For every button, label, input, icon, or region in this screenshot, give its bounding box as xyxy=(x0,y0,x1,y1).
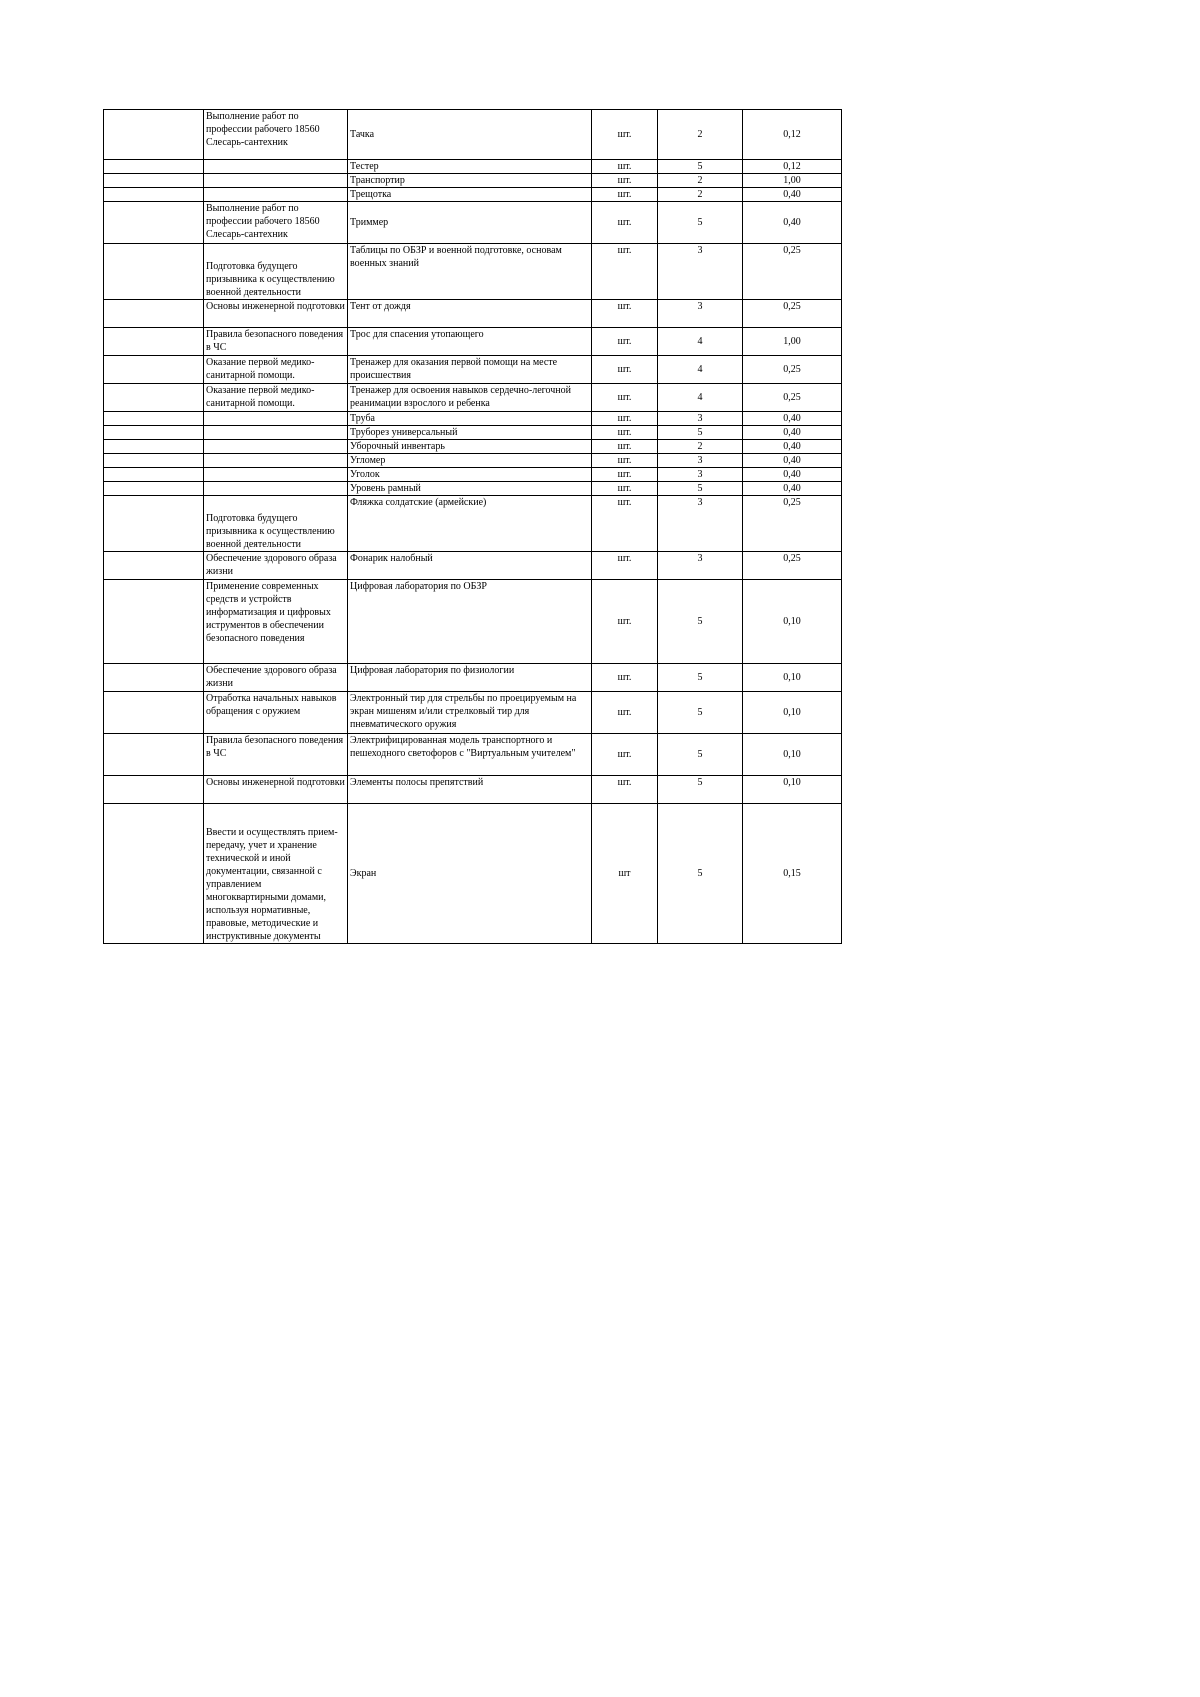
quantity-cell: 2 xyxy=(658,440,743,454)
equipment-table xyxy=(103,109,842,944)
row-number-cell xyxy=(104,174,204,188)
competence-cell: Обеспечение здорового образа жизни xyxy=(204,552,348,580)
competence-cell xyxy=(204,468,348,482)
row-number-cell xyxy=(104,580,204,664)
quantity-cell: 3 xyxy=(658,244,743,300)
coefficient-cell: 0,25 xyxy=(743,496,842,552)
table-body xyxy=(104,110,842,944)
row-number-cell xyxy=(104,804,204,944)
quantity-cell: 3 xyxy=(658,454,743,468)
row-number-cell xyxy=(104,356,204,384)
coefficient-cell: 0,40 xyxy=(743,412,842,426)
coefficient-cell: 0,40 xyxy=(743,454,842,468)
quantity-cell: 5 xyxy=(658,202,743,244)
quantity-cell: 3 xyxy=(658,468,743,482)
table-row xyxy=(104,664,842,692)
unit-cell: шт. xyxy=(592,174,658,188)
row-number-cell xyxy=(104,110,204,160)
unit-cell: шт. xyxy=(592,426,658,440)
table-row xyxy=(104,244,842,300)
coefficient-cell: 0,25 xyxy=(743,552,842,580)
coefficient-cell: 0,25 xyxy=(743,244,842,300)
row-number-cell xyxy=(104,664,204,692)
competence-cell: Правила безопасного поведения в ЧС xyxy=(204,328,348,356)
quantity-cell: 2 xyxy=(658,174,743,188)
item-name-cell: Уровень рамный xyxy=(348,482,592,496)
table-row xyxy=(104,174,842,188)
item-name-cell: Цифровая лаборатория по ОБЗР xyxy=(348,580,592,664)
table-row xyxy=(104,356,842,384)
unit-cell: шт. xyxy=(592,160,658,174)
coefficient-cell: 0,10 xyxy=(743,692,842,734)
competence-cell xyxy=(204,160,348,174)
quantity-cell: 2 xyxy=(658,110,743,160)
item-name-cell: Триммер xyxy=(348,202,592,244)
item-name-cell: Трос для спасения утопающего xyxy=(348,328,592,356)
competence-cell: Подготовка будущего призывника к осуществлению военной деятельности xyxy=(204,496,348,552)
quantity-cell: 3 xyxy=(658,496,743,552)
item-name-cell: Уголок xyxy=(348,468,592,482)
table-row xyxy=(104,328,842,356)
table-row xyxy=(104,300,842,328)
unit-cell: шт. xyxy=(592,580,658,664)
row-number-cell xyxy=(104,776,204,804)
item-name-cell: Таблицы по ОБЗР и военной подготовке, основам военных знаний xyxy=(348,244,592,300)
coefficient-cell: 0,10 xyxy=(743,580,842,664)
unit-cell: шт. xyxy=(592,454,658,468)
item-name-cell: Трещотка xyxy=(348,188,592,202)
table-row xyxy=(104,580,842,664)
item-name-cell: Труборез универсальный xyxy=(348,426,592,440)
item-name-cell: Тестер xyxy=(348,160,592,174)
competence-cell xyxy=(204,454,348,468)
unit-cell: шт. xyxy=(592,440,658,454)
coefficient-cell: 0,10 xyxy=(743,734,842,776)
table-row xyxy=(104,202,842,244)
row-number-cell xyxy=(104,384,204,412)
unit-cell: шт. xyxy=(592,356,658,384)
quantity-cell: 3 xyxy=(658,412,743,426)
competence-cell xyxy=(204,482,348,496)
row-number-cell xyxy=(104,454,204,468)
competence-cell xyxy=(204,412,348,426)
competence-cell: Обеспечение здорового образа жизни xyxy=(204,664,348,692)
table-row xyxy=(104,482,842,496)
unit-cell: шт. xyxy=(592,300,658,328)
row-number-cell xyxy=(104,426,204,440)
row-number-cell xyxy=(104,300,204,328)
row-number-cell xyxy=(104,328,204,356)
table-row xyxy=(104,412,842,426)
unit-cell: шт. xyxy=(592,244,658,300)
row-number-cell xyxy=(104,482,204,496)
row-number-cell xyxy=(104,552,204,580)
item-name-cell: Угломер xyxy=(348,454,592,468)
competence-cell: Основы инженерной подготовки xyxy=(204,300,348,328)
unit-cell: шт. xyxy=(592,552,658,580)
table-row xyxy=(104,776,842,804)
item-name-cell: Транспортир xyxy=(348,174,592,188)
table-row xyxy=(104,804,842,944)
unit-cell: шт. xyxy=(592,384,658,412)
table-row xyxy=(104,440,842,454)
row-number-cell xyxy=(104,188,204,202)
coefficient-cell: 0,40 xyxy=(743,188,842,202)
coefficient-cell: 0,40 xyxy=(743,468,842,482)
quantity-cell: 5 xyxy=(658,734,743,776)
unit-cell: шт. xyxy=(592,328,658,356)
competence-cell: Ввести и осуществлять прием-передачу, учет и хранение технической и иной документации, связанной с управлением многоквартирными домами, используя нормативные, правовые, методические и инструктивные документы xyxy=(204,804,348,944)
unit-cell: шт. xyxy=(592,692,658,734)
coefficient-cell: 0,40 xyxy=(743,426,842,440)
coefficient-cell: 0,12 xyxy=(743,110,842,160)
competence-cell: Оказание первой медико-санитарной помощи. xyxy=(204,384,348,412)
quantity-cell: 5 xyxy=(658,692,743,734)
unit-cell: шт. xyxy=(592,188,658,202)
row-number-cell xyxy=(104,160,204,174)
quantity-cell: 4 xyxy=(658,356,743,384)
row-number-cell xyxy=(104,496,204,552)
coefficient-cell: 0,25 xyxy=(743,384,842,412)
unit-cell: шт. xyxy=(592,202,658,244)
unit-cell: шт. xyxy=(592,468,658,482)
quantity-cell: 5 xyxy=(658,804,743,944)
coefficient-cell: 0,40 xyxy=(743,482,842,496)
quantity-cell: 4 xyxy=(658,384,743,412)
coefficient-cell: 0,25 xyxy=(743,300,842,328)
table-row xyxy=(104,468,842,482)
quantity-cell: 4 xyxy=(658,328,743,356)
coefficient-cell: 0,25 xyxy=(743,356,842,384)
quantity-cell: 2 xyxy=(658,188,743,202)
competence-cell: Оказание первой медико-санитарной помощи. xyxy=(204,356,348,384)
item-name-cell: Электрифицированная модель транспортного и пешеходного светофоров с "Виртуальным учителем" xyxy=(348,734,592,776)
competence-cell: Применение современных средств и устройств информатизация и цифровых иструментов в обеспечении безопасного поведения xyxy=(204,580,348,664)
table-row xyxy=(104,188,842,202)
table-row xyxy=(104,692,842,734)
quantity-cell: 3 xyxy=(658,300,743,328)
competence-cell xyxy=(204,440,348,454)
coefficient-cell: 0,40 xyxy=(743,440,842,454)
quantity-cell: 5 xyxy=(658,776,743,804)
competence-cell: Правила безопасного поведения в ЧС xyxy=(204,734,348,776)
item-name-cell: Электронный тир для стрельбы по проецируемым на экран мишеням и/или стрелковый тир для пневматического оружия xyxy=(348,692,592,734)
quantity-cell: 5 xyxy=(658,160,743,174)
row-number-cell xyxy=(104,468,204,482)
quantity-cell: 5 xyxy=(658,664,743,692)
item-name-cell: Труба xyxy=(348,412,592,426)
unit-cell: шт. xyxy=(592,412,658,426)
item-name-cell: Тренажер для оказания первой помощи на месте происшествия xyxy=(348,356,592,384)
competence-cell: Отработка начальных навыков обращения с оружием xyxy=(204,692,348,734)
competence-cell xyxy=(204,426,348,440)
competence-cell: Выполнение работ по профессии рабочего 18560 Слесарь-сантехник xyxy=(204,202,348,244)
unit-cell: шт. xyxy=(592,734,658,776)
table-row xyxy=(104,454,842,468)
coefficient-cell: 0,10 xyxy=(743,664,842,692)
item-name-cell: Тачка xyxy=(348,110,592,160)
coefficient-cell: 0,12 xyxy=(743,160,842,174)
coefficient-cell: 0,40 xyxy=(743,202,842,244)
row-number-cell xyxy=(104,202,204,244)
unit-cell: шт. xyxy=(592,110,658,160)
quantity-cell: 5 xyxy=(658,580,743,664)
row-number-cell xyxy=(104,692,204,734)
quantity-cell: 5 xyxy=(658,482,743,496)
coefficient-cell: 0,15 xyxy=(743,804,842,944)
row-number-cell xyxy=(104,734,204,776)
table-row xyxy=(104,734,842,776)
coefficient-cell: 1,00 xyxy=(743,174,842,188)
quantity-cell: 5 xyxy=(658,426,743,440)
coefficient-cell: 1,00 xyxy=(743,328,842,356)
item-name-cell: Тент от дождя xyxy=(348,300,592,328)
row-number-cell xyxy=(104,412,204,426)
competence-cell: Подготовка будущего призывника к осуществлению военной деятельности xyxy=(204,244,348,300)
competence-cell xyxy=(204,188,348,202)
item-name-cell: Фонарик налобный xyxy=(348,552,592,580)
table-row xyxy=(104,552,842,580)
unit-cell: шт. xyxy=(592,664,658,692)
row-number-cell xyxy=(104,244,204,300)
quantity-cell: 3 xyxy=(658,552,743,580)
unit-cell: шт xyxy=(592,804,658,944)
table-row xyxy=(104,110,842,160)
competence-cell: Выполнение работ по профессии рабочего 18560 Слесарь-сантехник xyxy=(204,110,348,160)
item-name-cell: Тренажер для освоения навыков сердечно-легочной реанимации взрослого и ребенка xyxy=(348,384,592,412)
table-row xyxy=(104,426,842,440)
item-name-cell: Цифровая лаборатория по физиологии xyxy=(348,664,592,692)
item-name-cell: Экран xyxy=(348,804,592,944)
item-name-cell: Элементы полосы препятствий xyxy=(348,776,592,804)
unit-cell: шт. xyxy=(592,482,658,496)
item-name-cell: Фляжка солдатские (армейские) xyxy=(348,496,592,552)
table-row xyxy=(104,160,842,174)
unit-cell: шт. xyxy=(592,496,658,552)
row-number-cell xyxy=(104,440,204,454)
unit-cell: шт. xyxy=(592,776,658,804)
competence-cell: Основы инженерной подготовки xyxy=(204,776,348,804)
coefficient-cell: 0,10 xyxy=(743,776,842,804)
item-name-cell: Уборочный инвентарь xyxy=(348,440,592,454)
competence-cell xyxy=(204,174,348,188)
table-row xyxy=(104,384,842,412)
table-row xyxy=(104,496,842,552)
